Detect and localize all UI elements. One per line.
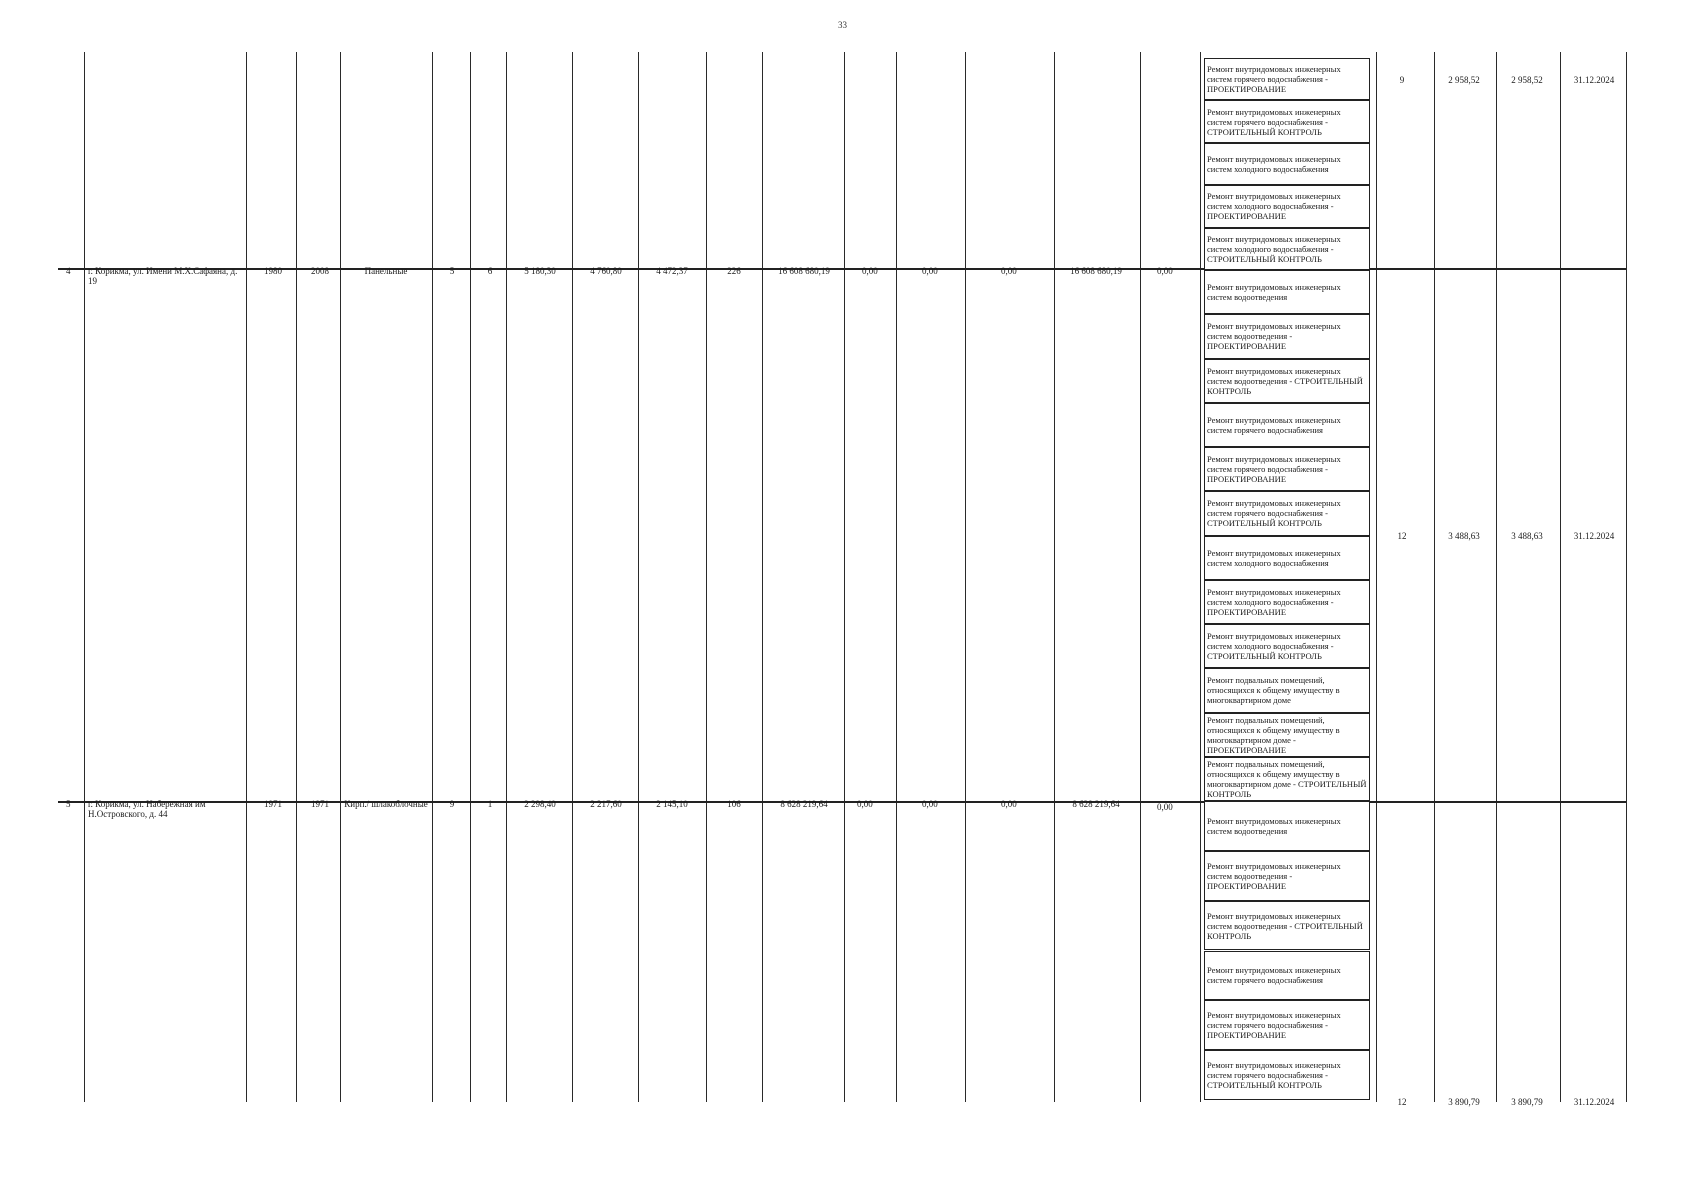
page-number: 33 [838, 20, 847, 30]
column-divider [340, 52, 341, 1102]
work-item-label: Ремонт внутридомовых инженерных систем холодного водоснабжения [1207, 547, 1341, 568]
area-residential: 4 472,37 [656, 266, 688, 276]
work-item-label: Ремонт внутридомовых инженерных систем горячего водоснабжения [1207, 965, 1341, 986]
year-repair: 1971 [311, 799, 329, 809]
work-item [1204, 901, 1370, 951]
wall-material: Кирп./ шлакоблочные [344, 799, 428, 809]
entrances: 6 [487, 266, 493, 276]
residents: 226 [727, 266, 741, 276]
funding-2: 0,00 [922, 266, 938, 276]
work-item [1204, 713, 1370, 757]
work-item [1204, 270, 1370, 314]
max-price: 3 890,79 [1511, 1097, 1543, 1107]
funding-4: 0,00 [1157, 266, 1173, 276]
row-number: 5 [66, 799, 71, 809]
wall-material: Панельные [364, 266, 408, 276]
column-divider [1054, 52, 1055, 1102]
work-item-label: Ремонт внутридомовых инженерных систем водоотведения - ПРОЕКТИРОВАНИЕ [1207, 860, 1341, 891]
column-divider [572, 52, 573, 1102]
funding-3: 0,00 [1001, 799, 1017, 809]
column-divider [1376, 52, 1377, 1102]
column-divider [432, 52, 433, 1102]
work-item [1204, 228, 1370, 270]
funding-1: 0,00 [857, 799, 873, 809]
work-item [1204, 314, 1370, 358]
work-item-label: Ремонт подвальных помещений, относящихся к общему имуществу в многоквартирном доме - ПРОЕКТИРОВАНИЕ [1207, 714, 1340, 755]
work-item [1204, 580, 1370, 624]
area-total: 2 298,40 [524, 799, 556, 809]
unit-price: 3 890,79 [1448, 1097, 1480, 1107]
column-divider [762, 52, 763, 1102]
column-divider [296, 52, 297, 1102]
area-living: 4 760,80 [590, 266, 622, 276]
column-divider [1140, 52, 1141, 1102]
column-divider [638, 52, 639, 1102]
cost-owner: 16 608 680,19 [1070, 266, 1122, 276]
works-count: 12 [1397, 531, 1407, 541]
funding-2: 0,00 [922, 799, 938, 809]
column-divider [896, 52, 897, 1102]
work-item-label: Ремонт внутридомовых инженерных систем горячего водоснабжения [1207, 414, 1341, 435]
area-living: 2 217,60 [590, 799, 622, 809]
work-item [1204, 757, 1370, 801]
work-item [1204, 100, 1370, 142]
cost-total: 8 628 219,64 [780, 799, 828, 809]
area-residential: 2 145,10 [656, 799, 688, 809]
column-divider [84, 52, 85, 1102]
max-price: 2 958,52 [1511, 75, 1543, 85]
work-item-label: Ремонт внутридомовых инженерных систем водоотведения - СТРОИТЕЛЬНЫЙ КОНТРОЛЬ [1207, 365, 1363, 396]
column-divider [965, 52, 966, 1102]
work-item-label: Ремонт внутридомовых инженерных систем горячего водоснабжения - СТРОИТЕЛЬНЫЙ КОНТРОЛЬ [1207, 1060, 1341, 1091]
row-number: 4 [66, 266, 71, 276]
work-item-label: Ремонт внутридомовых инженерных систем холодного водоснабжения - ПРОЕКТИРОВАНИЕ [1207, 191, 1341, 222]
floors: 5 [449, 266, 455, 276]
work-item [1204, 851, 1370, 901]
funding-1: 0,00 [862, 266, 878, 276]
year-repair: 2008 [311, 266, 329, 276]
work-item [1204, 491, 1370, 535]
unit-price: 3 488,63 [1448, 531, 1480, 541]
work-item-label: Ремонт подвальных помещений, относящихся к общему имуществу в многоквартирном доме - СТРОИТЕЛЬНЫЙ КОНТРОЛЬ [1207, 758, 1367, 799]
work-item [1204, 1050, 1370, 1100]
column-divider [706, 52, 707, 1102]
work-item-label: Ремонт внутридомовых инженерных систем горячего водоснабжения - СТРОИТЕЛЬНЫЙ КОНТРОЛЬ [1207, 498, 1341, 529]
work-item-label: Ремонт подвальных помещений, относящихся к общему имуществу в многоквартирном доме [1207, 675, 1340, 706]
cost-total: 16 608 680,19 [778, 266, 830, 276]
work-item-label: Ремонт внутридомовых инженерных систем водоотведения - ПРОЕКТИРОВАНИЕ [1207, 321, 1341, 352]
work-item-label: Ремонт внутридомовых инженерных систем холодного водоснабжения [1207, 153, 1341, 174]
column-divider [470, 52, 471, 1102]
work-item [1204, 143, 1370, 185]
row-address: г. Корикма, ул. Набережная им Н.Островского, д. 44 [88, 799, 206, 819]
max-price: 3 488,63 [1511, 531, 1543, 541]
work-item [1204, 1000, 1370, 1050]
work-item [1204, 447, 1370, 491]
work-item-label: Ремонт внутридомовых инженерных систем горячего водоснабжения - СТРОИТЕЛЬНЫЙ КОНТРОЛЬ [1207, 106, 1341, 137]
work-item-label: Ремонт внутридомовых инженерных систем водоотведения [1207, 282, 1341, 303]
funding-3: 0,00 [1001, 266, 1017, 276]
work-item [1204, 58, 1370, 100]
cost-owner: 8 628 219,64 [1072, 799, 1120, 809]
floors: 9 [449, 799, 455, 809]
funding-4: 0,00 [1157, 802, 1173, 812]
work-item [1204, 801, 1370, 851]
year-built: 1980 [264, 266, 282, 276]
column-divider [506, 52, 507, 1102]
works-count: 9 [1399, 75, 1405, 85]
deadline: 31.12.2024 [1573, 1097, 1615, 1107]
unit-price: 2 958,52 [1448, 75, 1480, 85]
row-address: г. Корикма, ул. Имени М.Х.Сафаяна, д. 19 [88, 266, 238, 286]
column-divider [1496, 52, 1497, 1102]
column-divider [844, 52, 845, 1102]
work-item [1204, 624, 1370, 668]
work-item [1204, 536, 1370, 580]
column-divider [1434, 52, 1435, 1102]
entrances: 1 [487, 799, 493, 809]
work-item [1204, 403, 1370, 447]
work-item [1204, 185, 1370, 227]
work-item-label: Ремонт внутридомовых инженерных систем холодного водоснабжения - СТРОИТЕЛЬНЫЙ КОНТРОЛЬ [1207, 233, 1341, 264]
column-divider [246, 52, 247, 1102]
work-item-label: Ремонт внутридомовых инженерных систем холодного водоснабжения - СТРОИТЕЛЬНЫЙ КОНТРОЛЬ [1207, 631, 1341, 662]
works-count: 12 [1397, 1097, 1407, 1107]
column-divider [1560, 52, 1561, 1102]
work-item-label: Ремонт внутридомовых инженерных систем холодного водоснабжения - ПРОЕКТИРОВАНИЕ [1207, 586, 1341, 617]
work-item [1204, 951, 1370, 1001]
work-item-label: Ремонт внутридомовых инженерных систем водоотведения [1207, 815, 1341, 836]
work-item-label: Ремонт внутридомовых инженерных систем водоотведения - СТРОИТЕЛЬНЫЙ КОНТРОЛЬ [1207, 910, 1363, 941]
work-item [1204, 359, 1370, 403]
residents: 106 [727, 799, 741, 809]
work-item-label: Ремонт внутридомовых инженерных систем горячего водоснабжения - ПРОЕКТИРОВАНИЕ [1207, 64, 1341, 95]
work-item [1204, 668, 1370, 712]
work-item-label: Ремонт внутридомовых инженерных систем горячего водоснабжения - ПРОЕКТИРОВАНИЕ [1207, 1010, 1341, 1041]
year-built: 1971 [264, 799, 282, 809]
deadline: 31.12.2024 [1573, 531, 1615, 541]
area-total: 5 180,30 [524, 266, 556, 276]
work-item-label: Ремонт внутридомовых инженерных систем горячего водоснабжения - ПРОЕКТИРОВАНИЕ [1207, 454, 1341, 485]
deadline: 31.12.2024 [1573, 75, 1615, 85]
column-divider [1626, 52, 1627, 1102]
column-divider [1200, 52, 1201, 1102]
